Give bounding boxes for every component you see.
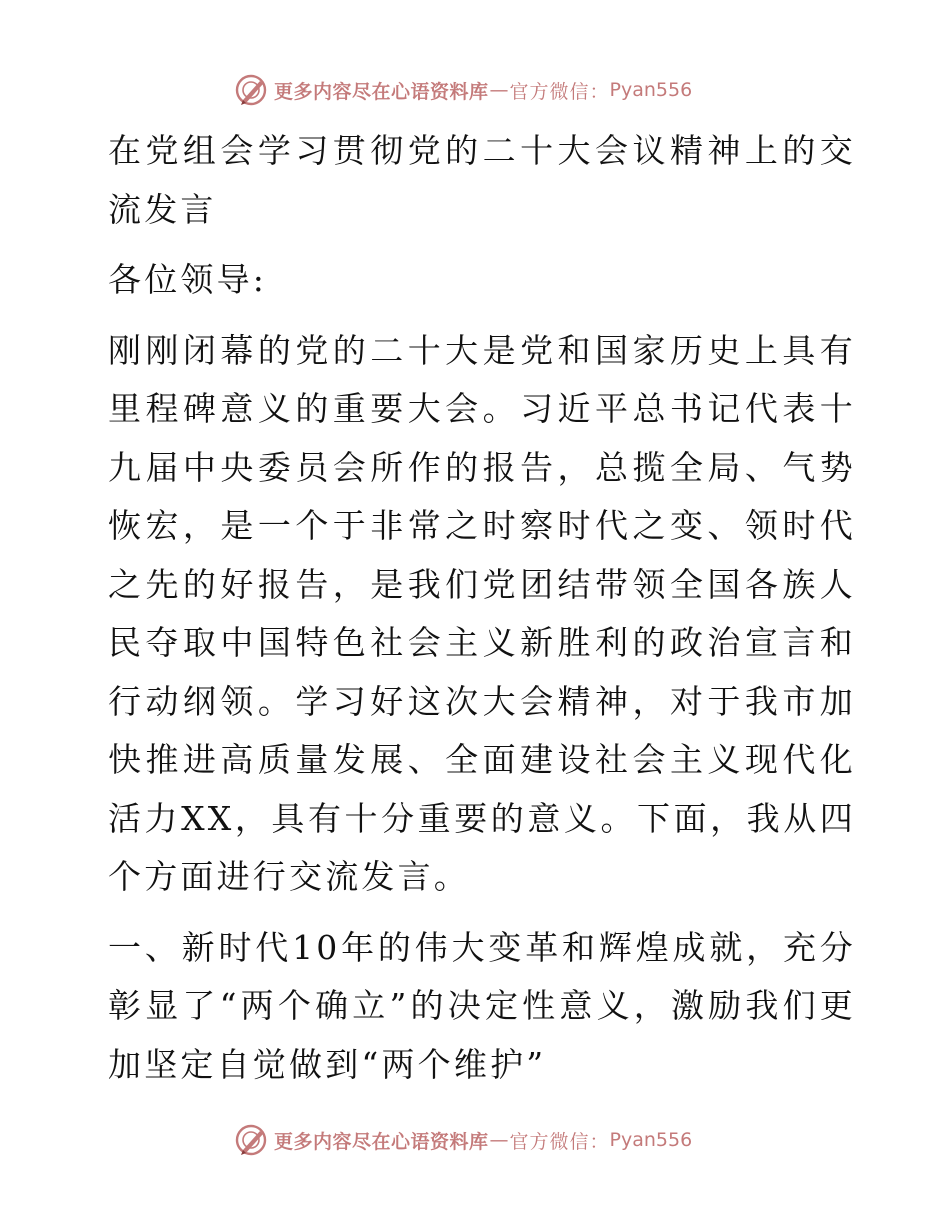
document-body (96, 122, 856, 1106)
watermark-separator: — (489, 1129, 509, 1151)
watermark-banner-top (234, 70, 754, 110)
watermark-main-text: 更多内容尽在心语资料库 (274, 1130, 489, 1153)
document-title: 在党组会学习贯彻党的二十大会议精神上的交流发言 (108, 131, 856, 229)
watermark-handle: Pyan556 (609, 1129, 693, 1151)
pen-logo-icon (234, 1123, 268, 1157)
watermark-main-text: 更多内容尽在心语资料库 (274, 80, 489, 103)
watermark-official-label: 官方微信： (509, 80, 610, 103)
watermark-separator: — (489, 79, 509, 101)
salutation: 各位领导: (108, 260, 268, 299)
watermark-official-label: 官方微信： (509, 1130, 610, 1153)
paragraph-1: 刚刚闭幕的党的二十大是党和国家历史上具有里程碑意义的重要大会。习近平总书记代表十九届中央委员会所作的报告，总揽全局、气势恢宏，是一个于非常之时察时代之变、领时代之先的好报告，是我们党团结带领全国各族人民夺取中国特色社会主义新胜利的政治宣言和行动纲领。学习好这次大会精神，对于我市加快推进高质量发展、全面建设社会主义现代化活力XX，具有十分重要的意义。下面，我从四个方面进行交流发言。 (108, 330, 856, 896)
watermark-handle: Pyan556 (609, 79, 693, 101)
pen-logo-icon (234, 73, 268, 107)
watermark-banner-bottom (234, 1120, 754, 1160)
section-heading-1: 一、新时代10年的伟大变革和辉煌成就，充分彰显了“两个确立”的决定性意义，激励我们更加坚定自觉做到“两个维护” (108, 927, 856, 1084)
